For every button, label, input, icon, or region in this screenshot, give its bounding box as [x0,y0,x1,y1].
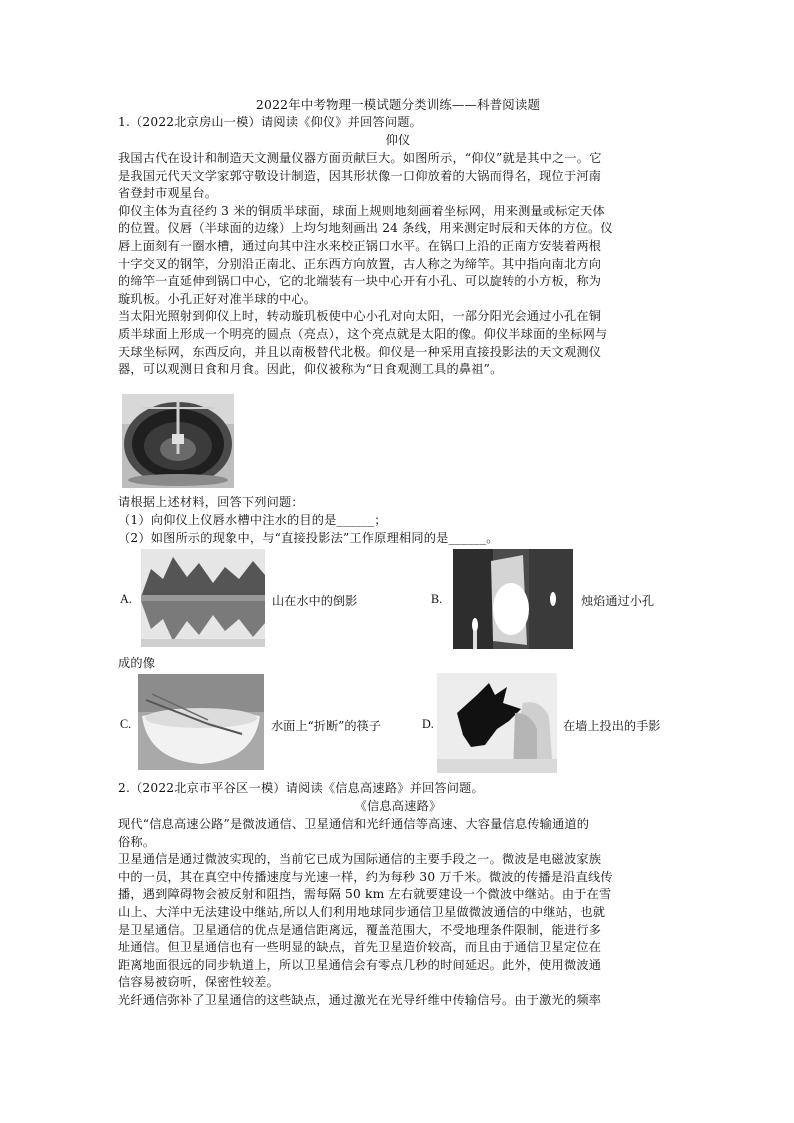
sub-question-1: （1）向仰仪上仪唇水槽中注水的目的是______； [118,513,387,527]
option-b-caption-continued: 成的像 [118,656,156,670]
question-1-heading: 1.（2022北京房山一模）请阅读《仰仪》并回答问题。 [118,115,422,129]
mountain-reflection-photo [141,549,265,647]
question-prompt: 请根据上述材料，回答下列问题： [118,495,304,509]
article-line: 璇玑板。小孔正好对准半球的中心。 [118,291,317,306]
candle-pinhole-photo [453,549,573,649]
option-b-letter: B. [431,592,443,606]
article-line: 的位置。仪唇（半球面的边缘）上均匀地刻画出 24 条线，用来测定时辰和天体的方位。仪 [118,221,613,236]
article-line: 是卫星通信。卫星通信的优点是通信距离远，覆盖范围大，不受地理条件限制，能进行多 [118,922,602,937]
article-line: 光纤通信弥补了卫星通信的这些缺点，通过激光在光导纤维中传输信号。由于激光的频率 [118,992,602,1007]
article-line: 我国古代在设计和制造天文测量仪器方面贡献巨大。如图所示，“仰仪”就是其中之一。它 [118,151,602,165]
article-line: 俗称。 [118,834,156,849]
option-d-letter: D. [422,717,434,731]
article-line: 当太阳光照射到仰仪上时，转动璇玑板使中心小孔对向太阳，一部分阳光会通过小孔在铜 [118,309,602,324]
article-line: 距离地面很远的同步轨道上，所以卫星通信会有零点几秒的时间延迟。此外，使用微波通 [118,957,602,972]
article-line: 仰仪主体为直径约 3 米的铜质半球面，球面上规则地刻画着坐标网，用来测量或标定天体 [118,203,605,218]
article-line: 现代“信息高速公路”是微波通信、卫星通信和光纤通信等高速、大容量信息传输通道的 [118,817,590,831]
option-d-caption: 在墙上投出的手影 [563,719,661,733]
option-c-letter: C. [120,717,132,731]
article-line: 山上、大洋中无法建设中继站,所以人们利用地球同步通信卫星做微波通信的中继站，也就 [118,904,606,919]
chopsticks-bowl-photo [138,674,264,770]
article-1-title: 仰仪 [385,133,411,147]
article-line: 的缔竿一直延伸到锅口中心，它的北端装有一块中心开有小孔、可以旋转的小方板，称为 [118,274,602,289]
article-line: 省登封市观星台。 [118,186,218,201]
sub-question-2: （2）如图所示的现象中，与“直接投影法”工作原理相同的是______。 [118,531,499,545]
option-c-caption: 水面上“折断”的筷子 [271,719,381,733]
option-a-letter: A. [120,592,132,606]
article-2-body [118,816,613,1010]
article-1-body [118,150,613,379]
article-line: 卫星通信是通过微波实现的，当前它已成为国际通信的主要手段之一。微波是电磁波家族 [118,852,602,867]
article-line: 信容易被窃听，保密性较差。 [118,975,280,990]
article-line: 是我国元代天文学家郭守敬设计制造，因其形状像一口仰放着的大锅而得名，现位于河南 [118,168,602,183]
article-2-title: 《信息高速路》 [354,799,442,813]
article-line: 质半球面上形成一个明亮的圆点（亮点），这个亮点就是太阳的像。仰仪半球面的坐标网与 [118,326,608,341]
question-2-heading: 2.（2022北京市平谷区一模）请阅读《信息高速路》并回答问题。 [118,781,484,795]
article-line: 天球坐标网，东西反向，并且以南极替代北极。仰仪是一种采用直接投影法的天文观测仪 [118,344,602,359]
article-line: 播，遇到障碍物会被反射和阻挡，需每隔 50 km 左右就要建设一个微波中继站。由于在雪 [118,887,612,902]
article-line: 十字交叉的钢竿，分别沿正南北、正东西方向放置，古人称之为缔竿。其中指向南北方向 [118,256,602,271]
yangyi-photo [122,394,234,488]
article-line: 唇上面刻有一圈水槽，通过向其中注水来校正锅口水平。在锅口上沿的正南方安装着两根 [118,238,602,253]
hand-shadow-photo [437,673,557,773]
article-line: 器，可以观测日食和月食。因此，仰仪被称为“日食观测工具的鼻祖”。 [118,362,503,377]
document-title: 2022年中考物理一模试题分类训练——科普阅读题 [255,97,541,112]
article-line: 中的一员，其在真空中传播速度与光速一样，约为每秒 30 万千米。微波的传播是沿直线传 [118,869,613,884]
option-b-caption: 烛焰通过小孔 [581,594,655,608]
option-a-caption: 山在水中的倒影 [272,594,358,608]
article-line: 址通信。但卫星通信也有一些明显的缺点，首先卫星造价较高，而且由于通信卫星定位在 [118,940,602,955]
